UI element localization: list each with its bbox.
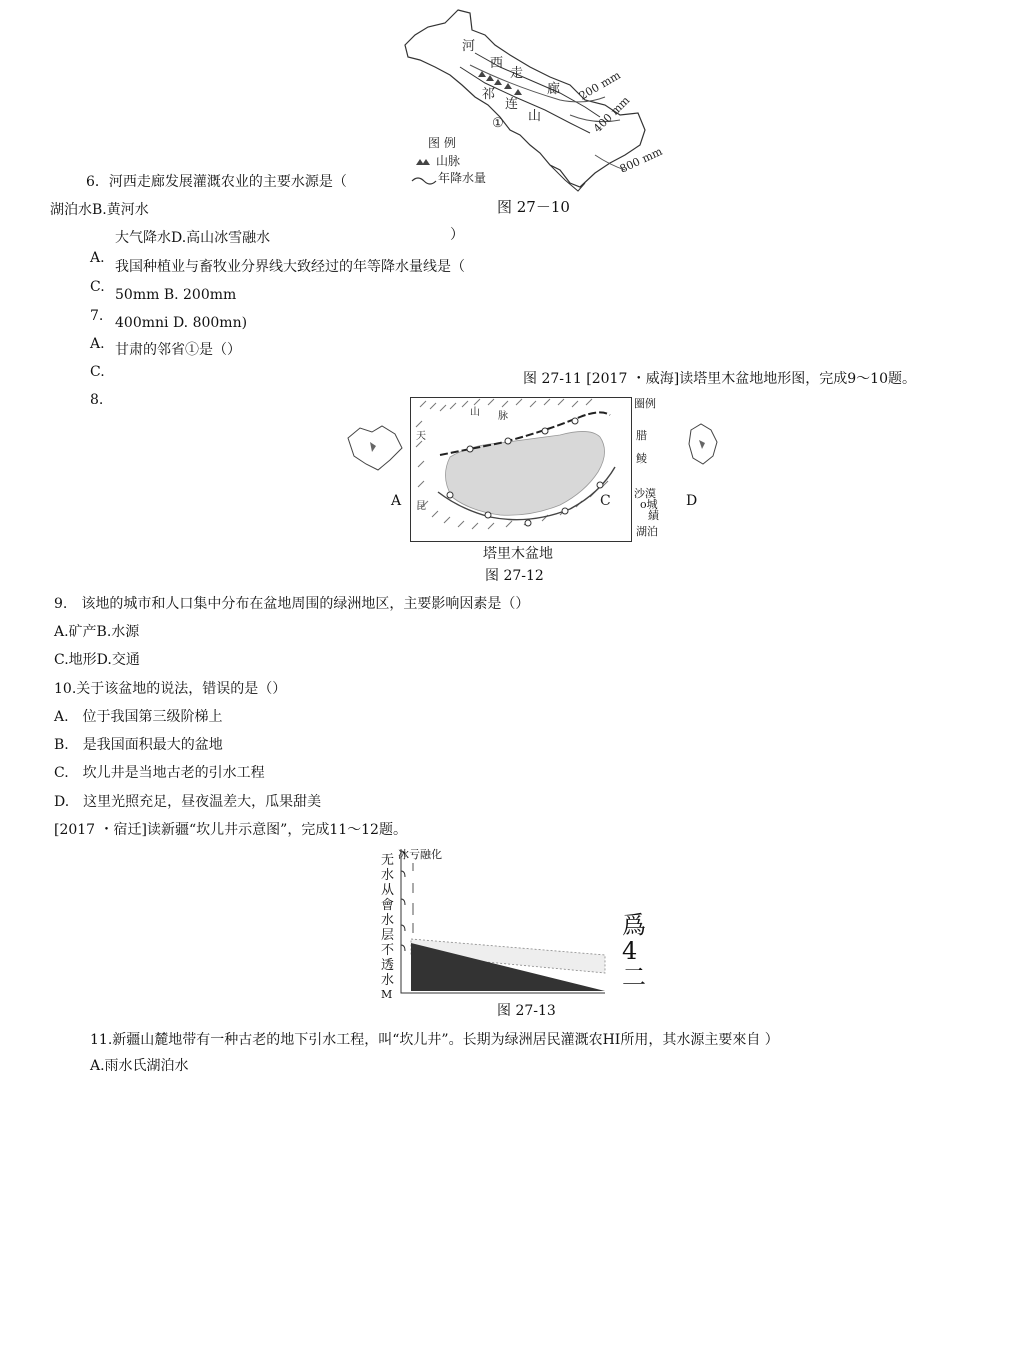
map-tarim-basin	[410, 397, 632, 542]
label-qi: 祁	[482, 87, 496, 102]
left-mark-4: A.	[90, 336, 105, 352]
legend-precip-icon	[412, 178, 436, 184]
label-shan: 山	[528, 109, 542, 124]
fig12-legend-6: 績	[648, 509, 659, 522]
q6-close: ）	[450, 227, 464, 243]
inset-map-left	[340, 420, 410, 480]
mark-a: A	[391, 493, 402, 509]
label-xi: 西	[490, 56, 504, 71]
fig13-side-text: 爲4二	[622, 911, 646, 991]
q10-stem: 10.关于该盆地的说法，错误的是（）	[54, 681, 287, 697]
q11-opt-a: A.雨水氏湖泊水	[90, 1058, 189, 1074]
legend-mountain-icon	[416, 159, 430, 165]
q10-opt-c: C. 坎儿井是当地古老的引水工程	[54, 765, 265, 781]
isohyet-label-200: 200 mm	[577, 68, 623, 103]
map-hexi-corridor	[400, 5, 680, 215]
legend-title: 图 例	[428, 136, 456, 150]
fig10-caption: 图 27－10	[497, 198, 570, 216]
q9-opt-cd: C.地形D.交通	[54, 652, 140, 668]
label-kun: 昆	[416, 501, 426, 512]
intro-9-10: 图 27-11 [2017 ・威海]读塔里木盆地地形图，完成9～10题。	[523, 371, 916, 387]
isohyet-label-800: 800 mm	[617, 144, 665, 176]
q10-opt-b: B. 是我国面积最大的盆地	[54, 737, 223, 753]
diagram-karez	[375, 843, 615, 998]
inset-map-right	[683, 420, 725, 472]
left-mark-1: A.	[90, 250, 105, 266]
marker-1: ①	[492, 116, 504, 131]
fig12-legend-7: 湖泊	[636, 525, 658, 538]
intro-11-12: [2017 ・宿迁]读新疆“坎儿井示意图”，完成11～12题。	[54, 822, 407, 838]
fig12-caption: 图 27-12	[485, 568, 544, 584]
fig12-title: 塔里木盆地	[483, 546, 553, 562]
label-lang: 廊	[547, 82, 561, 97]
isohyet-label-400: 400 mm	[590, 93, 633, 136]
mark-d: D	[686, 493, 698, 509]
fig13-caption: 图 27-13	[497, 1003, 556, 1019]
q10-opt-d: D. 这里光照充足，昼夜温差大，瓜果甜美	[54, 794, 322, 810]
fig12-legend-1: 圈例	[634, 397, 656, 410]
label-mai: 脉	[498, 411, 508, 422]
fig13-top-label: 冰亏融化	[398, 848, 442, 861]
fig13-vertical-tail: M	[381, 988, 393, 1001]
legend-mountain: 山脉	[436, 154, 461, 168]
label-zou: 走	[510, 66, 524, 81]
legend-precip: 年降水量	[438, 171, 487, 185]
q6-opt-cd: 大气降水D.高山冰雪融水	[115, 230, 271, 246]
q9-opt-ab: A.矿产B.水源	[54, 624, 140, 640]
left-mark-3: 7.	[90, 308, 104, 324]
q7-stem: 我国种植业与畜牧业分界线大致经过的年等降水量线是（	[115, 259, 465, 275]
left-mark-2: C.	[90, 279, 105, 295]
label-he: 河	[462, 39, 476, 54]
q8-stem: 甘肃的邻省①是（）	[115, 342, 241, 358]
q7-opt-ab: 50mm B. 200mm	[115, 287, 237, 303]
left-mark-6: 8.	[90, 392, 104, 408]
fig12-legend-2: 腊	[636, 429, 647, 442]
label-lian: 连	[505, 97, 519, 112]
q6-stem: 6．河西走廊发展灌溉农业的主要水源是（	[86, 174, 347, 190]
label-tian: 天	[416, 431, 426, 442]
fig12-legend-5: o城	[640, 498, 658, 511]
q11-stem: 11.新疆山麓地带有一种古老的地下引水工程，叫“坎儿井”。长期为绿洲居民灌溉农HI所用，其水源主要來自 ）	[90, 1032, 779, 1048]
label-shan: 山	[470, 407, 480, 418]
fig12-legend-3: 鲮	[636, 452, 647, 465]
q6-opt-ab: 湖泊水B.黄河水	[50, 202, 149, 218]
q7-opt-cd: 400mni D. 800mn)	[115, 315, 248, 331]
fig13-vertical-label: 无水从會水层不透水	[381, 853, 395, 988]
q9-stem: 9. 该地的城市和人口集中分布在盆地周围的绿洲地区，主要影响因素是（）	[54, 596, 530, 612]
fig12-legend-4: 沙漠	[634, 487, 656, 500]
left-mark-5: C.	[90, 364, 105, 380]
q10-opt-a: A. 位于我国第三级阶梯上	[54, 709, 223, 725]
mark-c: C	[600, 493, 611, 509]
